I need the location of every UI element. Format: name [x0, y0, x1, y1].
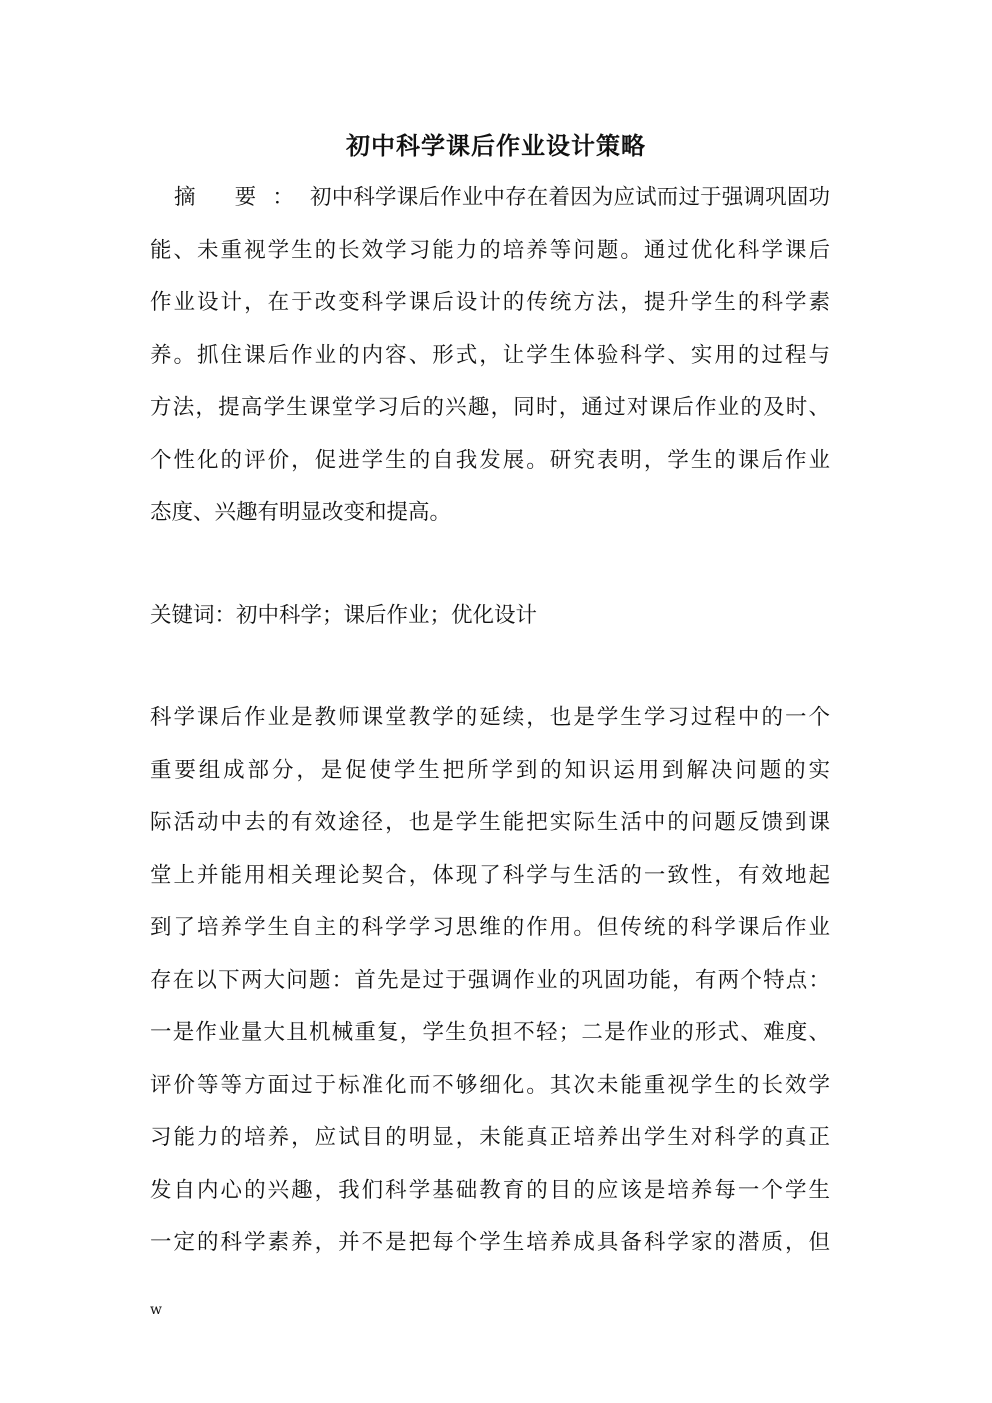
body-line: 堂上并能用相关理论契合，体现了科学与生活的一致性，有效地起 [150, 862, 830, 888]
body-line: 存在以下两大问题：首先是过于强调作业的巩固功能，有两个特点： [150, 967, 830, 993]
abstract-label: 摘 要： [174, 185, 311, 210]
abstract-line: 态度、兴趣有明显改变和提高。 [150, 500, 452, 525]
body-line: 重要组成部分，是促使学生把所学到的知识运用到解决问题的实 [150, 757, 830, 783]
body-line: 习能力的培养，应试目的明显，未能真正培养出学生对科学的真正 [150, 1125, 830, 1150]
footer-mark: w [150, 1302, 162, 1318]
body-line: 发自内心的兴趣，我们科学基础教育的目的应该是培养每一个学生 [150, 1177, 830, 1203]
abstract-line: 能、未重视学生的长效学习能力的培养等问题。通过优化科学课后 [150, 237, 830, 263]
abstract-line [150, 172, 830, 225]
body-line: 科学课后作业是教师课堂教学的延续，也是学生学习过程中的一个 [150, 705, 830, 730]
body-line: 到了培养学生自主的科学学习思维的作用。但传统的科学课后作业 [150, 915, 830, 940]
body-line: 评价等等方面过于标准化而不够细化。其次未能重视学生的长效学 [150, 1072, 830, 1098]
body-line: 一定的科学素养，并不是把每个学生培养成具备科学家的潜质，但 [150, 1230, 830, 1255]
abstract-line: 个性化的评价，促进学生的自我发展。研究表明，学生的课后作业 [150, 447, 830, 473]
abstract [150, 172, 830, 540]
abstract-line: 方法，提高学生课堂学习后的兴趣，同时，通过对课后作业的及时、 [150, 395, 830, 420]
body-line: 际活动中去的有效途径，也是学生能把实际生活中的问题反馈到课 [150, 810, 830, 835]
abstract-line-text: 初中科学课后作业中存在着因为应试而过于强调巩固功 [310, 185, 830, 210]
abstract-line: 作业设计，在于改变科学课后设计的传统方法，提升学生的科学素 [150, 290, 830, 315]
abstract-line: 养。抓住课后作业的内容、形式，让学生体验科学、实用的过程与 [150, 342, 830, 368]
body-paragraph [150, 692, 830, 1270]
keywords: 关键词：初中科学；课后作业；优化设计 [150, 603, 538, 628]
body-line: 一是作业量大且机械重复，学生负担不轻；二是作业的形式、难度、 [150, 1020, 830, 1045]
page-title: 初中科学课后作业设计策略 [346, 131, 646, 160]
